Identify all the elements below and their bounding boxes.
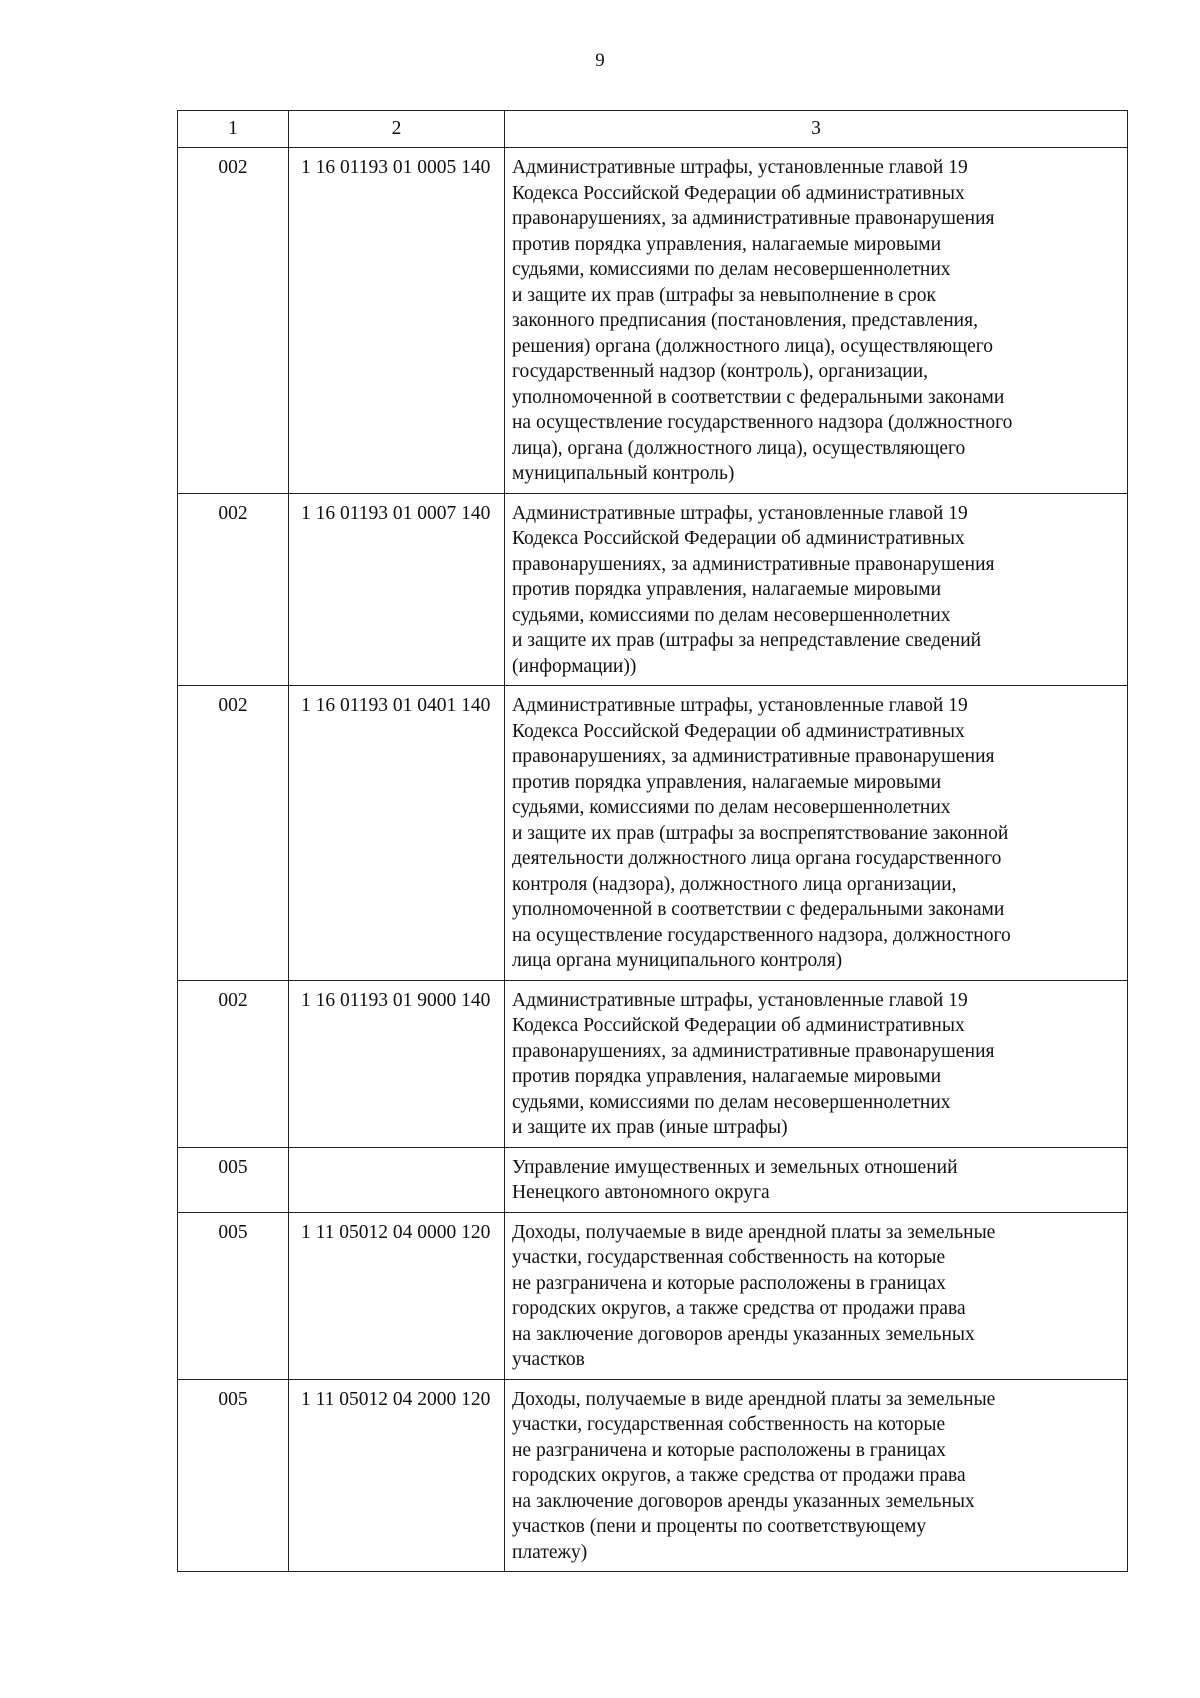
description-line: против порядка управления, налагаемые мировыми xyxy=(512,233,942,255)
description-line: платежу) xyxy=(512,1541,588,1563)
table-row xyxy=(178,686,1128,981)
description-line: Кодекса Российской Федерации об административных xyxy=(512,720,965,742)
description-line: и защите их прав (штрафы за воспрепятствование законной xyxy=(512,822,1009,844)
description-line: лица органа муниципального контроля) xyxy=(512,950,843,971)
admin-code-cell: 002 xyxy=(178,493,289,686)
admin-code-cell: 002 xyxy=(178,148,289,494)
description-line: Кодекса Российской Федерации об административных xyxy=(512,1015,965,1036)
revenue-code-cell xyxy=(289,1147,505,1212)
description-line: судьями, комиссиями по делам несовершеннолетних xyxy=(512,604,951,626)
description-cell xyxy=(505,980,1128,1147)
revenue-code-cell: 1 16 01193 01 0005 140 xyxy=(289,148,505,494)
revenue-code-cell: 1 16 01193 01 0401 140 xyxy=(289,686,505,981)
description-line: участков xyxy=(512,1349,585,1370)
revenue-code-cell: 1 11 05012 04 2000 120 xyxy=(289,1379,505,1572)
table-header xyxy=(178,111,1128,148)
description-line: не разграничена и которые расположены в границах xyxy=(512,1439,946,1461)
description-line: Кодекса Российской Федерации об административных xyxy=(512,528,965,549)
column-header-3: 3 xyxy=(505,111,1128,148)
description-line: Управление имущественных и земельных отношений xyxy=(512,1156,958,1178)
description-line: Административные штрафы, установленные главой 19 xyxy=(512,502,968,524)
description-line: правонарушениях, за административные правонарушения xyxy=(512,553,995,575)
description-line: уполномоченной в соответствии с федеральными законами xyxy=(512,386,1005,408)
description-cell xyxy=(505,1212,1128,1379)
description-line: контроля (надзора), должностного лица организации, xyxy=(512,873,957,895)
table-body xyxy=(178,148,1128,1572)
description-line: решения) органа (должностного лица), осуществляющего xyxy=(512,335,994,357)
header-row xyxy=(178,111,1128,148)
table-row xyxy=(178,1147,1128,1212)
description-line: против порядка управления, налагаемые мировыми xyxy=(512,579,942,600)
description-line: правонарушениях, за административные правонарушения xyxy=(512,208,995,229)
description-line: Ненецкого автономного округа xyxy=(512,1182,770,1203)
description-line: Кодекса Российской Федерации об административных xyxy=(512,182,965,204)
admin-code-cell: 005 xyxy=(178,1212,289,1379)
description-line: не разграничена и которые расположены в границах xyxy=(512,1272,946,1294)
description-line: Доходы, получаемые в виде арендной платы за земельные xyxy=(512,1221,996,1243)
table-row xyxy=(178,1379,1128,1572)
description-line: и защите их прав (штрафы за непредставление сведений xyxy=(512,630,982,651)
description-cell xyxy=(505,1147,1128,1212)
revenue-code-cell: 1 16 01193 01 9000 140 xyxy=(289,980,505,1147)
description-line: на заключение договоров аренды указанных земельных xyxy=(512,1323,975,1345)
admin-code-cell: 005 xyxy=(178,1147,289,1212)
description-line: на осуществление государственного надзора (должностного xyxy=(512,412,1013,433)
revenue-code-cell: 1 11 05012 04 0000 120 xyxy=(289,1212,505,1379)
description-line: против порядка управления, налагаемые мировыми xyxy=(512,771,942,793)
description-line: уполномоченной в соответствии с федеральными законами xyxy=(512,899,1005,920)
description-line: деятельности должностного лица органа государственного xyxy=(512,848,1002,869)
description-line: городских округов, а также средства от продажи права xyxy=(512,1298,966,1319)
description-line: против порядка управления, налагаемые мировыми xyxy=(512,1066,942,1087)
column-header-2: 2 xyxy=(289,111,505,148)
description-line: и защите их прав (иные штрафы) xyxy=(512,1117,788,1138)
admin-code-cell: 005 xyxy=(178,1379,289,1572)
description-line: на осуществление государственного надзора, должностного xyxy=(512,924,1011,946)
table-row xyxy=(178,1212,1128,1379)
column-header-1: 1 xyxy=(178,111,289,148)
description-line: правонарушениях, за административные правонарушения xyxy=(512,746,995,767)
revenue-code-cell: 1 16 01193 01 0007 140 xyxy=(289,493,505,686)
description-line: Доходы, получаемые в виде арендной платы за земельные xyxy=(512,1388,996,1410)
table-row xyxy=(178,980,1128,1147)
description-line: и защите их прав (штрафы за невыполнение в срок xyxy=(512,284,936,306)
table-row xyxy=(178,148,1128,494)
description-line: государственный надзор (контроль), организации, xyxy=(512,361,929,382)
description-line: законного предписания (постановления, представления, xyxy=(512,310,978,331)
description-cell xyxy=(505,686,1128,981)
description-line: лица), органа (должностного лица), осуществляющего xyxy=(512,437,966,459)
description-cell xyxy=(505,148,1128,494)
description-line: городских округов, а также средства от продажи права xyxy=(512,1465,966,1486)
description-line: участков (пени и проценты по соответствующему xyxy=(512,1516,927,1537)
description-line: Административные штрафы, установленные главой 19 xyxy=(512,695,968,716)
description-line: судьями, комиссиями по делам несовершеннолетних xyxy=(512,1091,951,1113)
description-cell xyxy=(505,1379,1128,1572)
description-line: участки, государственная собственность на которые xyxy=(512,1247,946,1268)
description-line: участки, государственная собственность на которые xyxy=(512,1414,946,1435)
description-line: Административные штрафы, установленные главой 19 xyxy=(512,157,968,178)
description-line: судьями, комиссиями по делам несовершеннолетних xyxy=(512,797,951,818)
description-line: правонарушениях, за административные правонарушения xyxy=(512,1040,995,1062)
revenue-codes-table xyxy=(177,110,1128,1572)
description-line: судьями, комиссиями по делам несовершеннолетних xyxy=(512,259,951,280)
description-line: муниципальный контроль) xyxy=(512,463,735,484)
admin-code-cell: 002 xyxy=(178,980,289,1147)
description-line: (информации)) xyxy=(512,655,637,677)
description-line: на заключение договоров аренды указанных земельных xyxy=(512,1490,975,1512)
page-number: 9 xyxy=(595,50,605,71)
description-cell xyxy=(505,493,1128,686)
admin-code-cell: 002 xyxy=(178,686,289,981)
description-line: Административные штрафы, установленные главой 19 xyxy=(512,989,968,1011)
table-row xyxy=(178,493,1128,686)
